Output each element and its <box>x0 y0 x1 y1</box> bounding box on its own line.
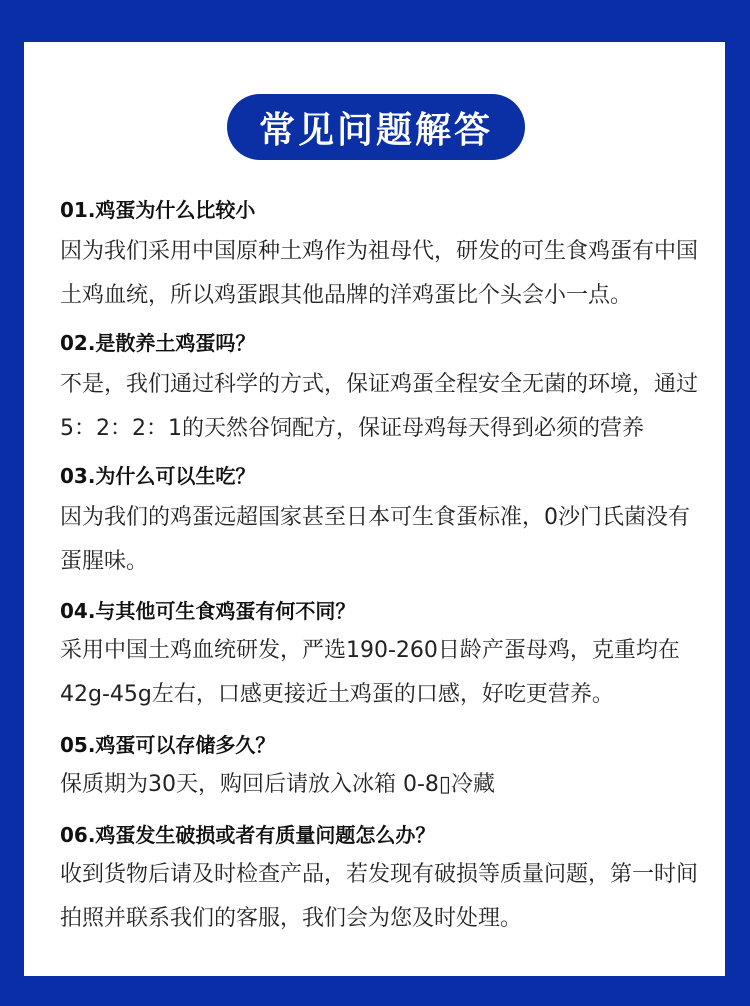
faq-question-6: 06.鸡蛋发生破损或者有质量问题怎么办？ <box>60 823 436 847</box>
faq-answer-4: 采用中国土鸡血统研发，严选190-260日龄产蛋母鸡，克重均在42g-45g左右，口感更接近土鸡蛋的口感，好吃更营养。 <box>60 638 680 707</box>
page-title: 常见问题解答 <box>227 94 525 160</box>
faq-answer-3: 因为我们的鸡蛋远超国家甚至日本可生食蛋标准，0沙门氏菌没有蛋腥味。 <box>60 505 690 574</box>
faq-answer-6: 收到货物后请及时检查产品，若发现有破损等质量问题，第一时间拍照并联系我们的客服，我们会为您及时处理。 <box>60 862 699 931</box>
faq-question-2: 02.是散养土鸡蛋吗？ <box>60 331 256 355</box>
faq-question-5: 05.鸡蛋可以存储多久？ <box>60 733 276 757</box>
faq-answer-5: 保质期为30天，购回后请放入冰箱 0-8▯冷藏 <box>60 772 496 797</box>
faq-question-1: 01.鸡蛋为什么比较小 <box>60 198 256 222</box>
faq-answer-1: 因为我们采用中国原种土鸡作为祖母代，研发的可生食鸡蛋有中国土鸡血统，所以鸡蛋跟其他品牌的洋鸡蛋比个头会小一点。 <box>60 239 699 308</box>
faq-question-4: 04.与其他可生食鸡蛋有何不同？ <box>60 599 356 623</box>
faq-question-3: 03.为什么可以生吃？ <box>60 464 256 488</box>
faq-answer-2: 不是，我们通过科学的方式，保证鸡蛋全程安全无菌的环境，通过5：2：2：1的天然谷饲配方，保证母鸡每天得到必须的营养 <box>60 372 699 441</box>
